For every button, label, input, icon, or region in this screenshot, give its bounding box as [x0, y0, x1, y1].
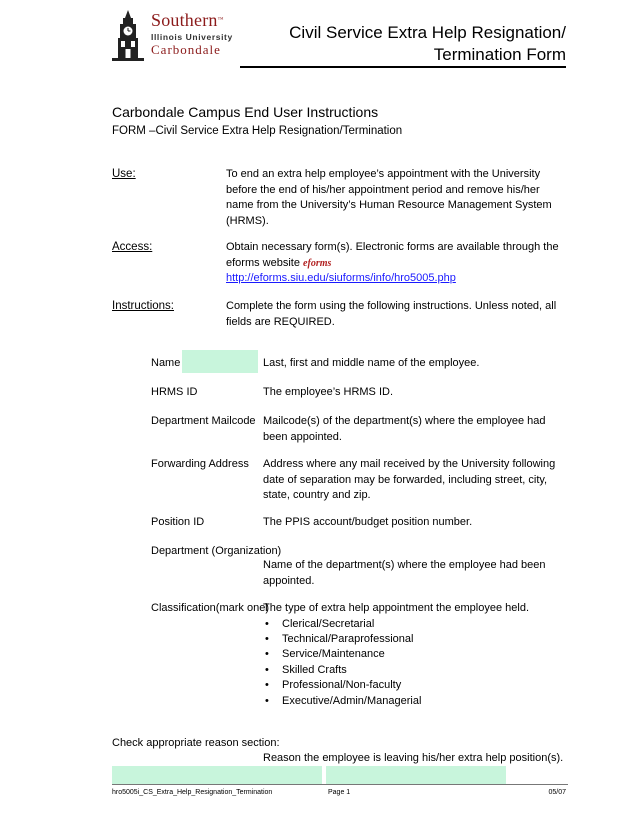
list-item: • Executive/Admin/Managerial: [263, 694, 568, 709]
logo-subtitle: Illinois University: [151, 32, 233, 42]
instructions-label: Instructions:: [112, 300, 174, 312]
form-title-line2: Termination Form: [433, 45, 566, 64]
footer-doc-id: hro5005i_CS_Extra_Help_Resignation_Termination: [112, 789, 273, 796]
field-label-forwarding: Forwarding Address: [151, 458, 249, 470]
logo-name: Southern: [151, 10, 218, 30]
footer-page-number: Page 1: [328, 789, 351, 796]
access-label: Access:: [112, 241, 153, 253]
classification-desc-text: The type of extra help appointment the employee held.: [263, 602, 530, 614]
use-label: Use:: [112, 168, 136, 180]
access-text-line1: Obtain necessary form(s). Electronic forms are available through the: [226, 241, 559, 253]
title-divider: [240, 66, 566, 68]
field-label-department: Department (Organization): [151, 545, 282, 557]
field-desc-classification: [263, 601, 568, 709]
use-text: To end an extra help employee’s appointment with the University before the end of his/her appointment period and remove his/her name from the University’s Human Resource Management System (HRMS).: [226, 168, 552, 227]
field-label-hrms: HRMS ID: [151, 386, 198, 398]
reason-label: Check appropriate reason section:: [112, 737, 280, 749]
field-label-mailcode: Department Mailcode: [151, 415, 256, 427]
eforms-link[interactable]: http://eforms.siu.edu/siuforms/info/hro5005.php: [226, 272, 456, 284]
list-item: • Skilled Crafts: [263, 663, 568, 678]
logo-wordmark: [151, 10, 233, 57]
field-desc-hrms: The employee’s HRMS ID.: [263, 386, 394, 398]
form-title: [289, 22, 566, 66]
access-text-line2: [226, 256, 570, 287]
field-label-position: Position ID: [151, 516, 205, 528]
field-desc-mailcode: Mailcode(s) of the department(s) where the employee had been appointed.: [263, 415, 546, 443]
access-text: [226, 240, 570, 287]
access-website-label: eforms website: [226, 256, 300, 269]
field-label-name: Name: [151, 357, 181, 369]
list-item: • Technical/Paraprofessional: [263, 632, 568, 647]
list-item: • Professional/Non-faculty: [263, 678, 568, 693]
footer-divider: [112, 784, 568, 785]
reason-desc: Reason the employee is leaving his/her extra help position(s).: [263, 752, 564, 764]
field-desc-department: Name of the department(s) where the employee had been appointed.: [263, 559, 546, 587]
field-desc-position: The PPIS account/budget position number.: [263, 516, 473, 528]
trademark-symbol: ™: [217, 17, 224, 23]
instructions-text: Complete the form using the following instructions. Unless noted, all fields are REQUIRED.: [226, 300, 557, 328]
logo-campus: Carbondale: [151, 42, 221, 57]
form-title-line1: Civil Service Extra Help Resignation/: [289, 23, 566, 42]
page-heading: Carbondale Campus End User Instructions: [112, 104, 379, 120]
reason-field-highlight-left: [112, 766, 322, 784]
classification-options: [263, 617, 568, 709]
footer-date: 05/07: [548, 789, 566, 796]
eforms-logo: eforms: [303, 257, 332, 269]
list-item: • Service/Maintenance: [263, 647, 568, 662]
name-field-highlight: [182, 350, 258, 373]
field-desc-forwarding: Address where any mail received by the University following date of separation may be forwarded, including street, city, state, country and zip.: [263, 458, 556, 501]
field-desc-name: Last, first and middle name of the employee.: [263, 357, 480, 369]
clock-tower-icon: [108, 8, 148, 64]
page-subheading: FORM –Civil Service Extra Help Resignation/Termination: [112, 125, 403, 137]
reason-field-highlight-right: [326, 766, 506, 784]
list-item: • Clerical/Secretarial: [263, 617, 568, 632]
field-label-classification: Classification(mark one): [151, 602, 269, 614]
